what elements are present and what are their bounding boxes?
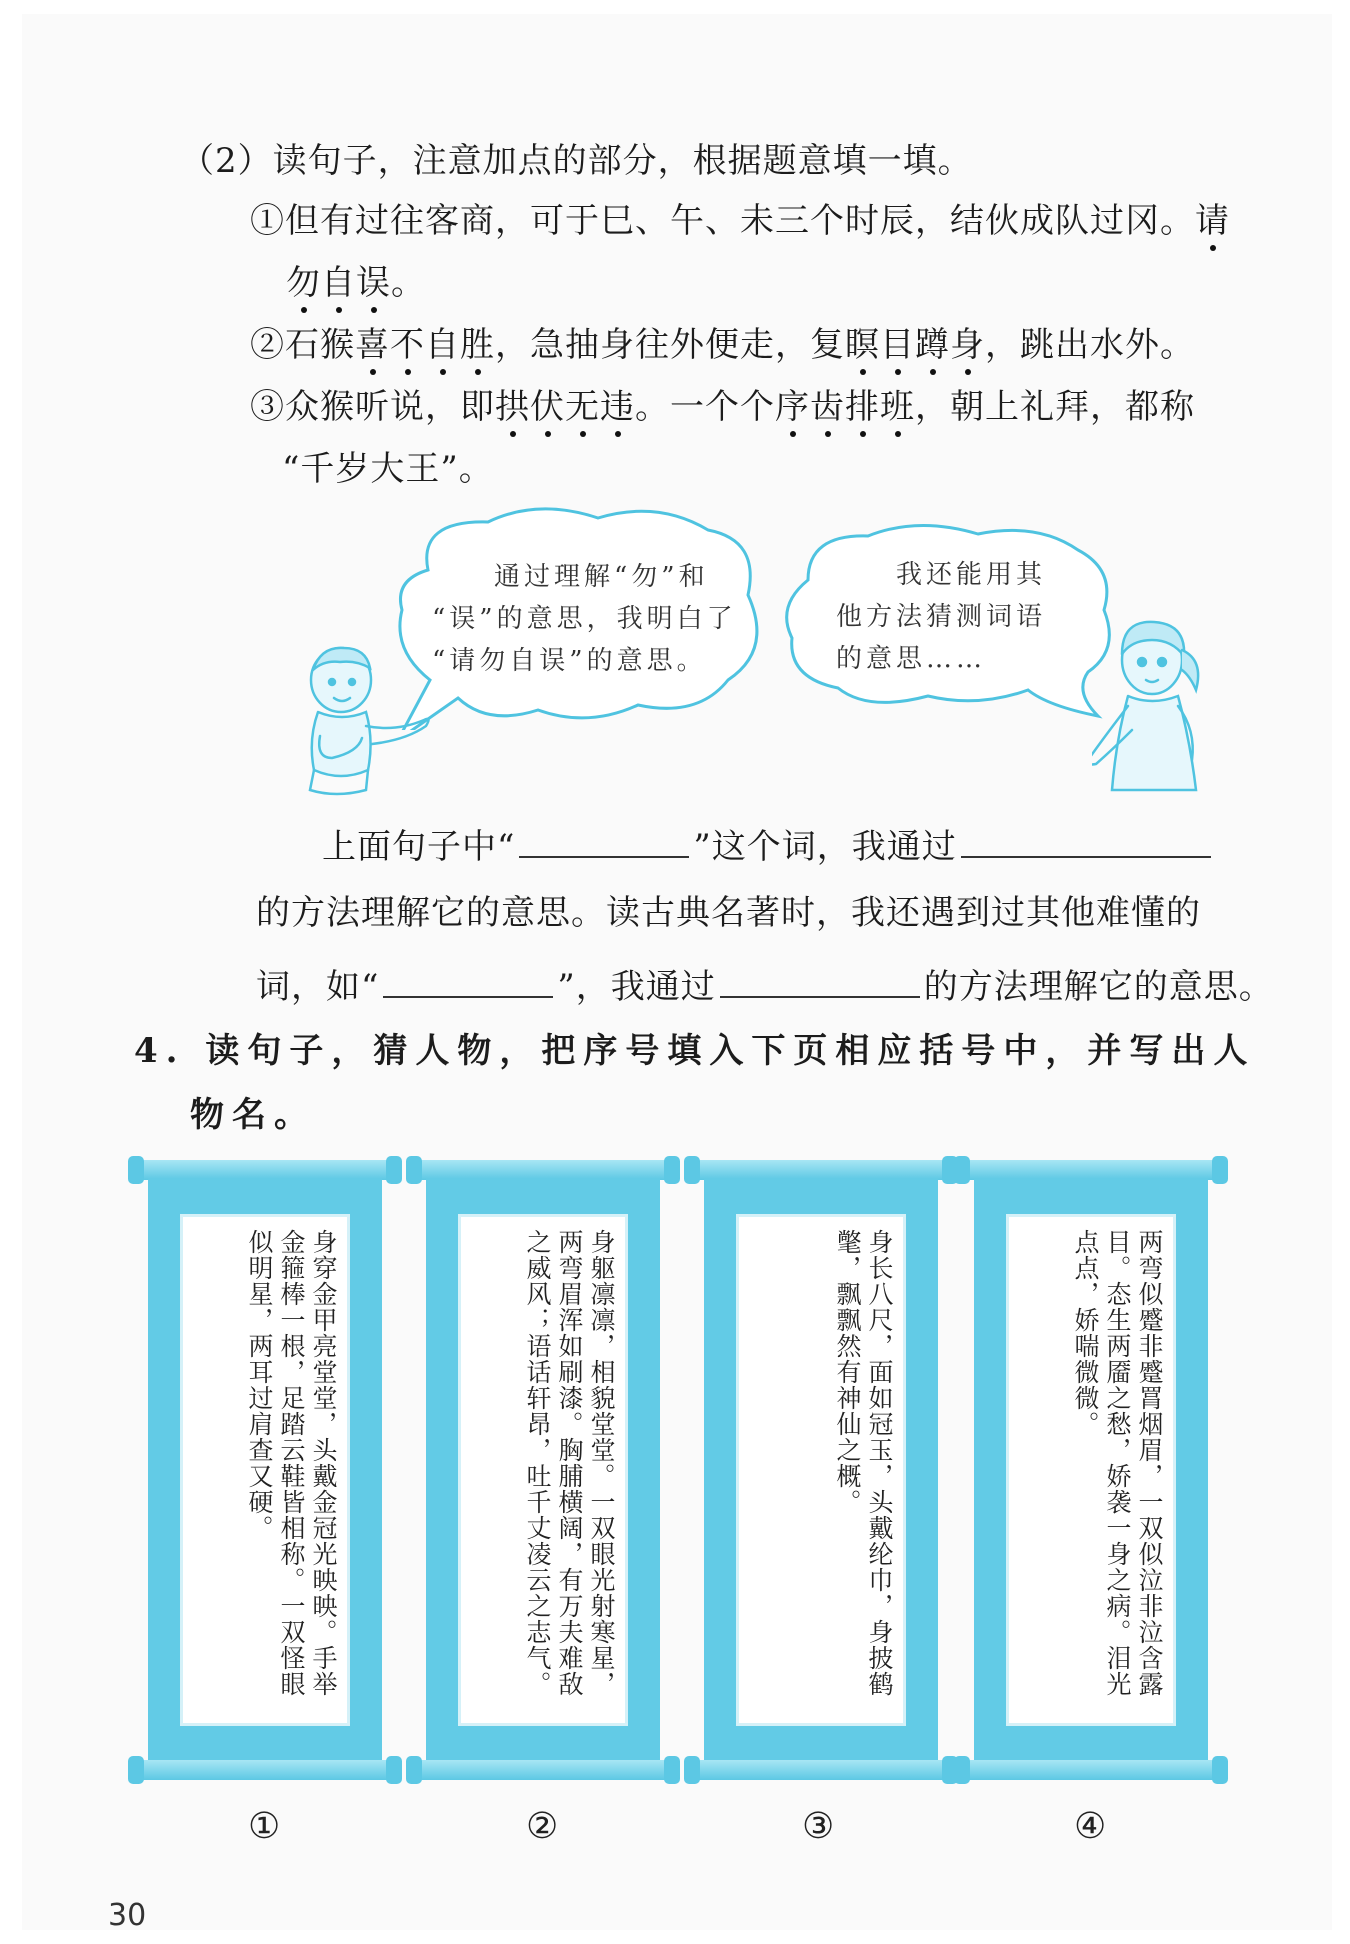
page-number: 30: [108, 1898, 147, 1933]
scroll-paper: [180, 1214, 350, 1726]
fill-text: 上面句子中“: [322, 827, 516, 867]
scroll-3-label: ③: [802, 1806, 835, 1847]
scroll-2-text: 身躯凛凛，相貌堂堂。一双眼光射寒星，两弯眉浑如刷漆。胸脯横阔，有万夫难敌之威风；语话轩昂，吐千丈凌云之志气。: [523, 1229, 616, 1697]
left-bubble-line-2: “误”的意思，我明白了: [432, 604, 737, 634]
scroll-panel: [704, 1178, 938, 1764]
question2-title: （2）读句子，注意加点的部分，根据题意填一填。: [180, 141, 973, 181]
sentence-1-text: ①但有过往客商，可于巳、午、未三个时辰，结伙成队过冈。: [250, 201, 1195, 241]
dotted-char: 胜: [460, 325, 495, 365]
sentence-2: [250, 324, 1195, 366]
scroll-rod-bottom: [412, 1760, 674, 1780]
scroll-2-label: ②: [526, 1806, 559, 1847]
boy-illustration: [296, 640, 446, 800]
dotted-char: 伏: [530, 387, 565, 427]
dotted-char: 排: [845, 387, 880, 427]
sentence-3-text: ，朝上礼拜，都称: [915, 387, 1195, 427]
fill-text: 词，如“: [256, 967, 380, 1007]
fill-text: ”这个词，我通过: [693, 827, 957, 867]
girl-illustration: [1092, 610, 1222, 800]
scroll-3: [690, 1160, 952, 1780]
dotted-char: 自: [425, 325, 460, 365]
word-blank-2[interactable]: [383, 962, 553, 998]
scroll-panel: [426, 1178, 660, 1764]
scroll-rod-top: [690, 1160, 952, 1180]
scroll-panel: [148, 1178, 382, 1764]
dotted-char: 喜: [355, 325, 390, 365]
dotted-char: 瞑: [845, 325, 880, 365]
dotted-char: 不: [390, 325, 425, 365]
right-bubble-line-3: 的意思……: [836, 644, 987, 674]
dotted-char: 请: [1195, 201, 1230, 241]
scroll-rod-bottom: [134, 1760, 396, 1780]
scroll-1: [134, 1160, 396, 1780]
scroll-4-label: ④: [1074, 1806, 1107, 1847]
method-blank-1[interactable]: [961, 822, 1211, 858]
dotted-char: 勿: [286, 263, 321, 303]
dotted-char: 自: [321, 263, 356, 303]
dotted-char: 误: [356, 263, 391, 303]
fill-line-2: 的方法理解它的意思。读古典名著时，我还遇到过其他难懂的: [256, 893, 1201, 933]
sentence-1-line-1: [250, 200, 1230, 242]
sentence-3-line-2: “千岁大王”。: [282, 449, 494, 489]
scroll-rod-top: [960, 1160, 1222, 1180]
word-blank-1[interactable]: [519, 822, 689, 858]
dotted-char: 违: [600, 387, 635, 427]
scroll-rod-bottom: [690, 1760, 952, 1780]
dotted-char: 拱: [495, 387, 530, 427]
right-bubble-line-2: 他方法猜测词语: [836, 602, 1047, 632]
left-bubble-line-1: 通过理解“勿”和: [494, 562, 709, 592]
sentence-2-text: ②石猴: [250, 325, 355, 365]
scroll-3-text: 身长八尺，面如冠玉，头戴纶巾，身披鹤氅，飘飘然有神仙之概。: [833, 1229, 894, 1697]
sentence-3-text: 。一个个: [635, 387, 775, 427]
dotted-char: 序: [775, 387, 810, 427]
question4-line-2: 物名。: [190, 1095, 316, 1135]
fill-line-3: [256, 962, 1274, 1008]
sentence-2-text: ，急抽身往外便走，复: [495, 325, 845, 365]
sentence-2-text: ，跳出水外。: [985, 325, 1195, 365]
question4-line-1: 4. 读句子，猜人物，把序号填入下页相应括号中，并写出人: [134, 1031, 1256, 1071]
scroll-4-text: 两弯似蹙非蹙罥烟眉，一双似泣非泣含露目。态生两靥之愁，娇袭一身之病。泪光点点，娇喘微微。: [1071, 1229, 1164, 1697]
fill-text: ”，我通过: [557, 967, 716, 1007]
method-blank-2[interactable]: [720, 962, 920, 998]
dotted-char: 蹲: [915, 325, 950, 365]
sentence-3-line-1: [250, 386, 1195, 428]
scroll-panel: [974, 1178, 1208, 1764]
dotted-char: 齿: [810, 387, 845, 427]
scroll-rod-top: [412, 1160, 674, 1180]
dotted-char: 目: [880, 325, 915, 365]
sentence-1-line-2: [286, 262, 426, 304]
dotted-char: 班: [880, 387, 915, 427]
scroll-paper: [736, 1214, 906, 1726]
punctuation: 。: [391, 263, 426, 303]
scroll-rod-bottom: [960, 1760, 1222, 1780]
scroll-paper: [1006, 1214, 1176, 1726]
scroll-rod-top: [134, 1160, 396, 1180]
fill-text: 的方法理解它的意思。: [923, 967, 1274, 1007]
dotted-char: 无: [565, 387, 600, 427]
scroll-1-label: ①: [248, 1806, 281, 1847]
scroll-1-text: 身穿金甲亮堂堂，头戴金冠光映映。手举金箍棒一根，足踏云鞋皆相称。一双怪眼似明星，两耳过肩查又硬。: [245, 1229, 338, 1697]
right-bubble-line-1: 我还能用其: [896, 560, 1047, 590]
left-bubble-line-3: “请勿自误”的意思。: [432, 646, 707, 676]
scroll-4: [960, 1160, 1222, 1780]
fill-line-1: [322, 822, 1215, 868]
scroll-paper: [458, 1214, 628, 1726]
dotted-char: 身: [950, 325, 985, 365]
scroll-2: [412, 1160, 674, 1780]
sentence-3-text: ③众猴听说，即: [250, 387, 495, 427]
